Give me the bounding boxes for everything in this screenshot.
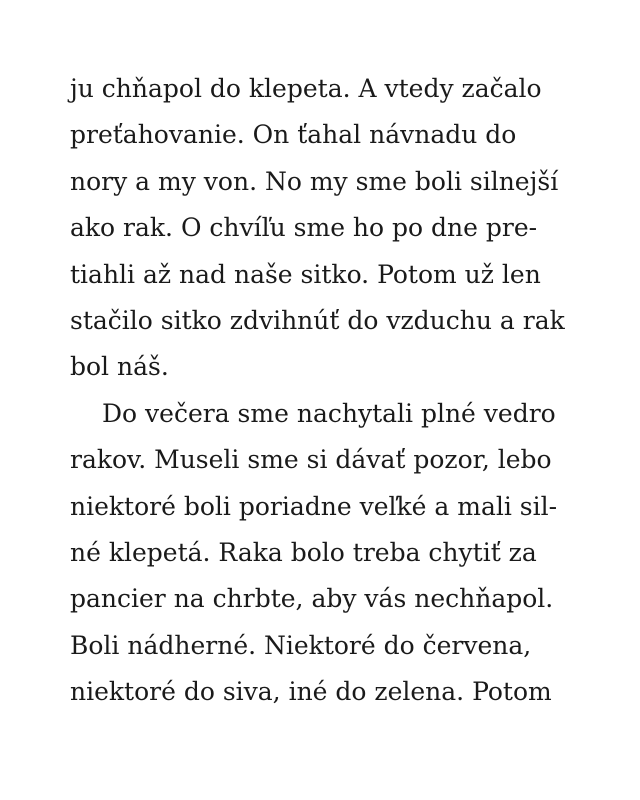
text-line: rakov. Museli sme si dávať pozor, lebo	[70, 445, 552, 475]
text-line: bol náš.	[70, 352, 169, 382]
text-line: stačilo sitko zdvihnúť do vzduchu a rak	[70, 305, 565, 335]
text-line: tiahli až nad naše sitko. Potom už len	[70, 259, 541, 289]
text-line: ako rak. O chvíľu sme ho po dne pre-	[70, 213, 538, 243]
text-line: ju chňapol do klepeta. A vtedy začalo	[70, 74, 542, 103]
text-line: Boli nádherné. Niektoré do červena,	[70, 630, 532, 660]
text-line: nory a my von. No my sme boli silnejší	[70, 166, 559, 196]
text-line: niektoré boli poriadne veľké a mali sil-	[70, 491, 558, 521]
text-line: né klepetá. Raka bolo treba chytiť za	[70, 537, 537, 567]
paragraph-2	[70, 391, 590, 716]
paragraph-1	[70, 66, 590, 391]
text-line: preťahovanie. On ťahal návnadu do	[70, 120, 517, 150]
text-line: pancier na chrbte, aby vás nechňapol.	[70, 584, 554, 614]
page-text	[70, 66, 590, 715]
text-line-indented: Do večera sme nachytali plné vedro	[102, 398, 556, 428]
text-line: niektoré do siva, iné do zelena. Potom	[70, 677, 552, 707]
